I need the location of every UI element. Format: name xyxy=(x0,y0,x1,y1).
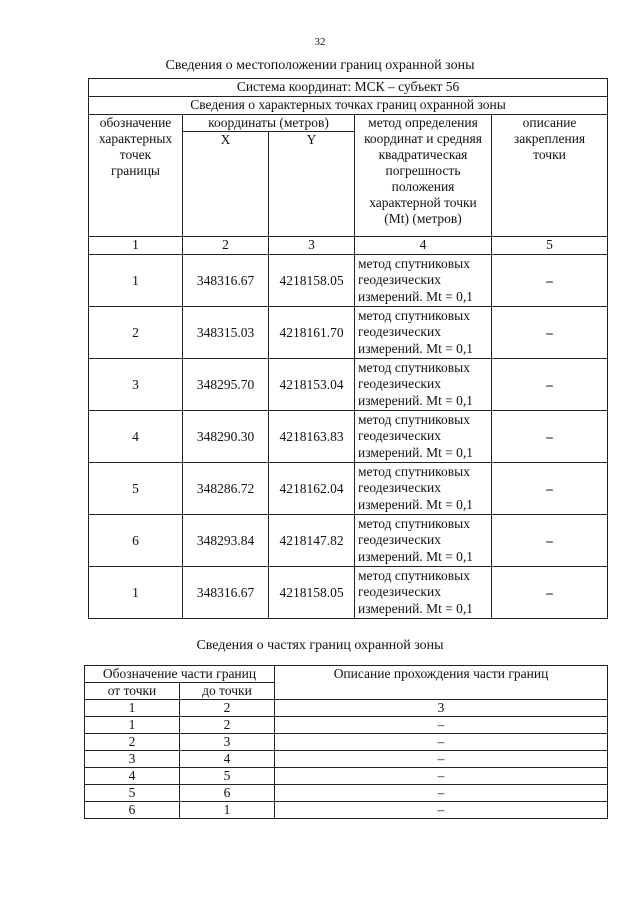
parts-table xyxy=(84,665,608,819)
to-point: 1 xyxy=(180,802,275,819)
method-cell: метод спутниковых геодезических измерений. Mt = 0,1 xyxy=(355,255,492,307)
table-row xyxy=(89,411,608,463)
table-row xyxy=(85,734,608,751)
header-x: X xyxy=(183,132,269,237)
from-point: 4 xyxy=(85,768,180,785)
section-title-parts: Сведения о частях границ охранной зоны xyxy=(196,638,444,653)
point-id: 3 xyxy=(89,359,183,411)
to-point: 4 xyxy=(180,751,275,768)
coord-x: 348286.72 xyxy=(183,463,269,515)
from-point: 1 xyxy=(85,717,180,734)
table-row xyxy=(89,567,608,619)
col-number-3: 3 xyxy=(275,700,608,717)
part-description: – xyxy=(275,734,608,751)
table-row xyxy=(89,515,608,567)
description-cell: – xyxy=(492,515,608,567)
coord-y: 4218158.05 xyxy=(269,255,355,307)
table-row xyxy=(85,802,608,819)
part-description: – xyxy=(275,802,608,819)
description-cell: – xyxy=(492,307,608,359)
to-point: 3 xyxy=(180,734,275,751)
method-cell: метод спутниковых геодезических измерений. Mt = 0,1 xyxy=(355,307,492,359)
part-description: – xyxy=(275,751,608,768)
header-designation xyxy=(89,115,183,237)
page-number: 32 xyxy=(314,36,326,48)
from-point: 3 xyxy=(85,751,180,768)
table-row xyxy=(89,307,608,359)
header-part-designation: Обозначение части границ xyxy=(85,666,275,683)
table-row xyxy=(89,359,608,411)
coord-x: 348293.84 xyxy=(183,515,269,567)
header-method xyxy=(355,115,492,237)
coord-x: 348315.03 xyxy=(183,307,269,359)
part-description: – xyxy=(275,717,608,734)
col-number-3: 3 xyxy=(269,237,355,255)
col-number-1: 1 xyxy=(85,700,180,717)
from-point: 5 xyxy=(85,785,180,802)
coord-x: 348295.70 xyxy=(183,359,269,411)
point-id: 6 xyxy=(89,515,183,567)
header-description xyxy=(492,115,608,237)
points-table xyxy=(88,78,608,619)
to-point: 6 xyxy=(180,785,275,802)
col-number-5: 5 xyxy=(492,237,608,255)
table-row xyxy=(85,768,608,785)
point-id: 1 xyxy=(89,255,183,307)
from-point: 2 xyxy=(85,734,180,751)
header-coordinates: координаты (метров) xyxy=(183,115,355,132)
header-to-point: до точки xyxy=(180,683,275,700)
description-cell: – xyxy=(492,359,608,411)
points-heading: Сведения о характерных точках границ охранной зоны xyxy=(89,97,608,115)
description-cell: – xyxy=(492,567,608,619)
method-cell: метод спутниковых геодезических измерений. Mt = 0,1 xyxy=(355,411,492,463)
coord-x: 348290.30 xyxy=(183,411,269,463)
point-id: 1 xyxy=(89,567,183,619)
coord-y: 4218153.04 xyxy=(269,359,355,411)
point-id: 4 xyxy=(89,411,183,463)
table-row xyxy=(85,717,608,734)
method-cell: метод спутниковых геодезических измерений. Mt = 0,1 xyxy=(355,567,492,619)
part-description: – xyxy=(275,785,608,802)
table-row xyxy=(89,463,608,515)
header-designation-text: обозначение характерных точек границы xyxy=(98,115,173,178)
point-id: 5 xyxy=(89,463,183,515)
to-point: 5 xyxy=(180,768,275,785)
col-number-1: 1 xyxy=(89,237,183,255)
description-cell: – xyxy=(492,463,608,515)
description-cell: – xyxy=(492,255,608,307)
table-row xyxy=(89,255,608,307)
point-id: 2 xyxy=(89,307,183,359)
header-y: Y xyxy=(269,132,355,237)
table-row xyxy=(85,751,608,768)
header-method-text: метод определения координат и средняя квадратическая погрешность положения характерной точки (Mt) (метров) xyxy=(364,115,482,226)
col-number-2: 2 xyxy=(183,237,269,255)
description-cell: – xyxy=(492,411,608,463)
coord-x: 348316.67 xyxy=(183,255,269,307)
col-number-2: 2 xyxy=(180,700,275,717)
col-number-4: 4 xyxy=(355,237,492,255)
coord-y: 4218161.70 xyxy=(269,307,355,359)
coord-x: 348316.67 xyxy=(183,567,269,619)
header-part-description: Описание прохождения части границ xyxy=(275,666,608,700)
coord-y: 4218147.82 xyxy=(269,515,355,567)
method-cell: метод спутниковых геодезических измерений. Mt = 0,1 xyxy=(355,515,492,567)
section-title-boundaries: Сведения о местоположении границ охранной зоны xyxy=(165,58,475,73)
coord-system-header: Система координат: МСК – субъект 56 xyxy=(89,79,608,97)
coord-y: 4218158.05 xyxy=(269,567,355,619)
coord-y: 4218163.83 xyxy=(269,411,355,463)
table-row xyxy=(85,785,608,802)
header-description-text: описание закрепления точки xyxy=(513,115,586,162)
from-point: 6 xyxy=(85,802,180,819)
method-cell: метод спутниковых геодезических измерений. Mt = 0,1 xyxy=(355,359,492,411)
coord-y: 4218162.04 xyxy=(269,463,355,515)
to-point: 2 xyxy=(180,717,275,734)
header-from-point: от точки xyxy=(85,683,180,700)
part-description: – xyxy=(275,768,608,785)
method-cell: метод спутниковых геодезических измерений. Mt = 0,1 xyxy=(355,463,492,515)
